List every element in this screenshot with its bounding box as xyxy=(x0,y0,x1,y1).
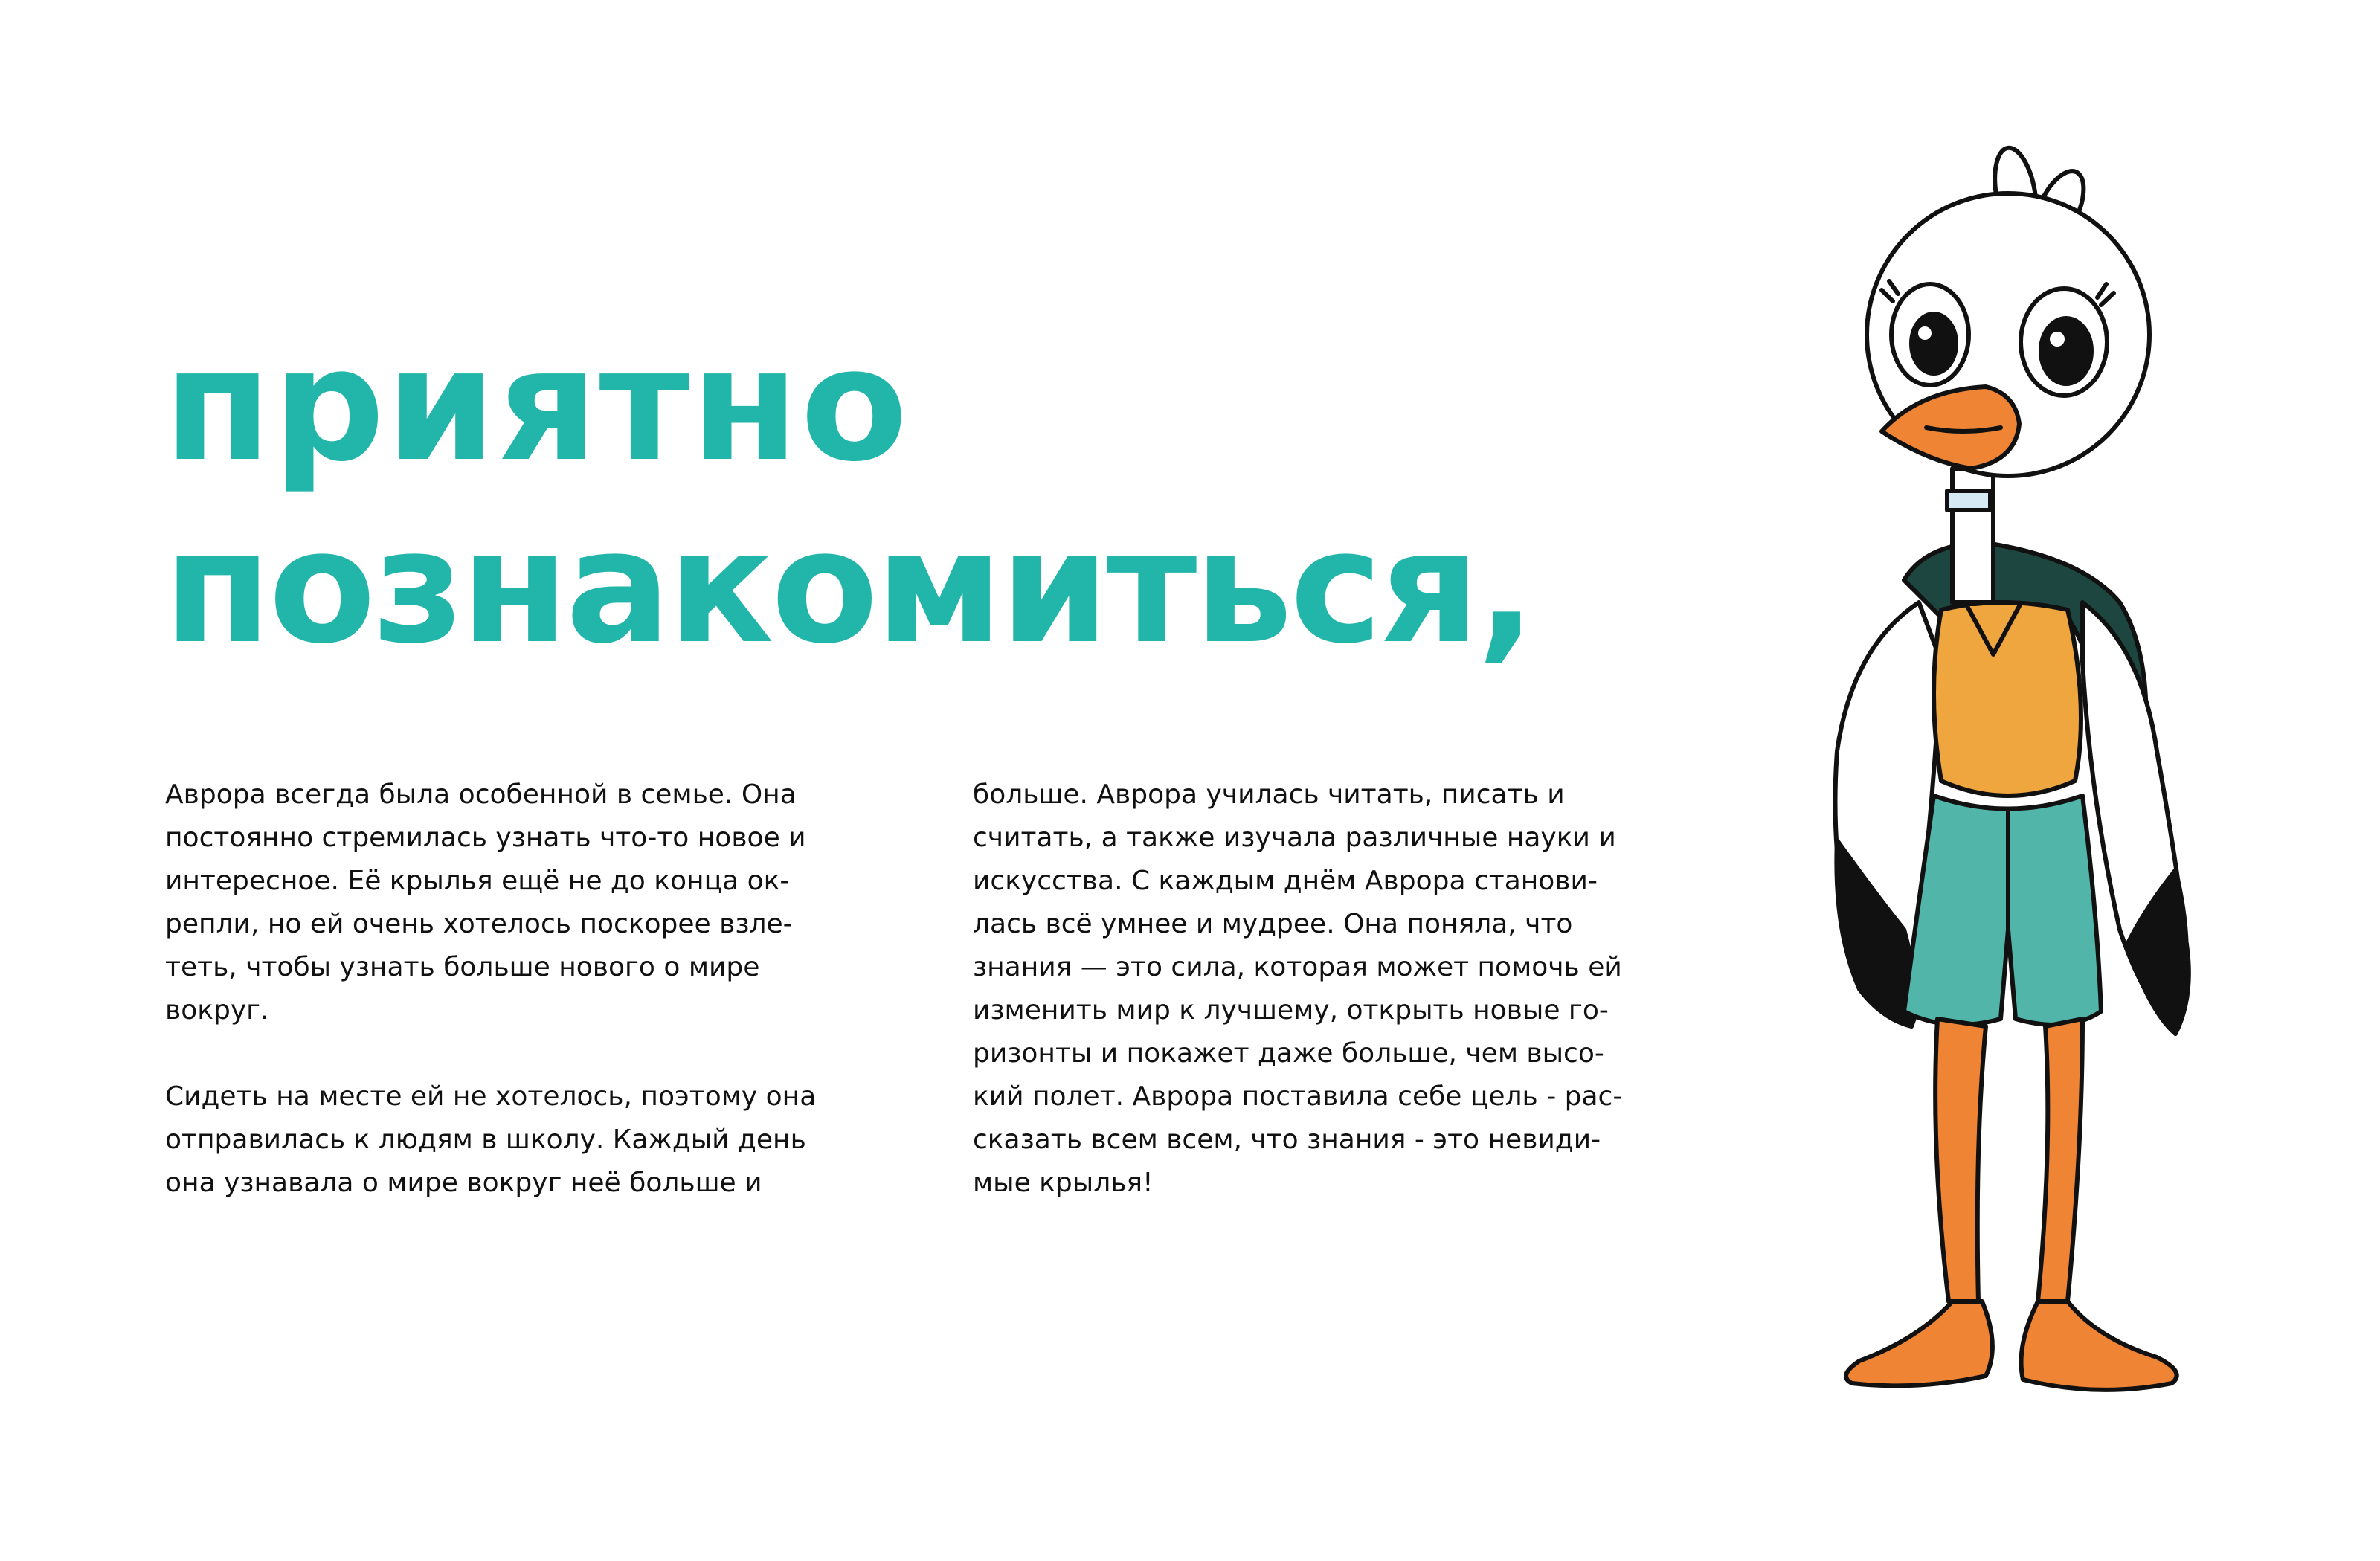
text-line: постоянно стремилась узнать что-то новое и xyxy=(165,823,806,853)
text-line: она узнавала о мире вокруг неё больше и xyxy=(165,1168,762,1198)
text-line: кий полет. Аврора поставила себе цель - рас- xyxy=(973,1081,1623,1112)
text-line: больше. Аврора училась читать, писать и xyxy=(973,779,1565,810)
text-line: считать, а также изучала различные науки и xyxy=(973,823,1616,853)
paragraph-1 xyxy=(165,773,909,1032)
stork-character-illustration xyxy=(1770,141,2231,1420)
text-line: знания — это сила, которая может помочь ей xyxy=(973,952,1622,982)
left-column xyxy=(165,773,909,1248)
text-line: Сидеть на месте ей не хотелось, поэтому она xyxy=(165,1081,817,1112)
stork-character-icon xyxy=(1770,141,2231,1420)
text-line: вокруг. xyxy=(165,995,269,1026)
text-line: ризонты и покажет даже больше, чем высо- xyxy=(973,1038,1604,1069)
text-line: Аврора всегда была особенной в семье. Она xyxy=(165,779,797,810)
text-line: лась всё умнее и мудрее. Она поняла, что xyxy=(973,909,1573,939)
headline-line-1: приятно xyxy=(164,314,910,496)
paragraph-2 xyxy=(165,1075,909,1205)
text-line: репли, но ей очень хотелось поскорее взле- xyxy=(165,909,793,939)
text-line: мые крылья! xyxy=(973,1168,1154,1198)
headline-line-2: познакомиться, xyxy=(164,496,1534,678)
text-line: изменить мир к лучшему, открыть новые го- xyxy=(973,995,1609,1026)
text-line: теть, чтобы узнать больше нового о мире xyxy=(165,952,760,982)
text-line: интересное. Её крылья ещё не до конца ок- xyxy=(165,866,790,896)
headline xyxy=(164,314,1763,678)
right-column xyxy=(973,773,1672,1248)
paragraph-3 xyxy=(973,773,1672,1205)
text-line: искусства. С каждым днём Аврора станови- xyxy=(973,866,1598,896)
text-line: сказать всем всем, что знания - это невиди- xyxy=(973,1124,1601,1155)
text-line: отправилась к людям в школу. Каждый день xyxy=(165,1124,806,1155)
